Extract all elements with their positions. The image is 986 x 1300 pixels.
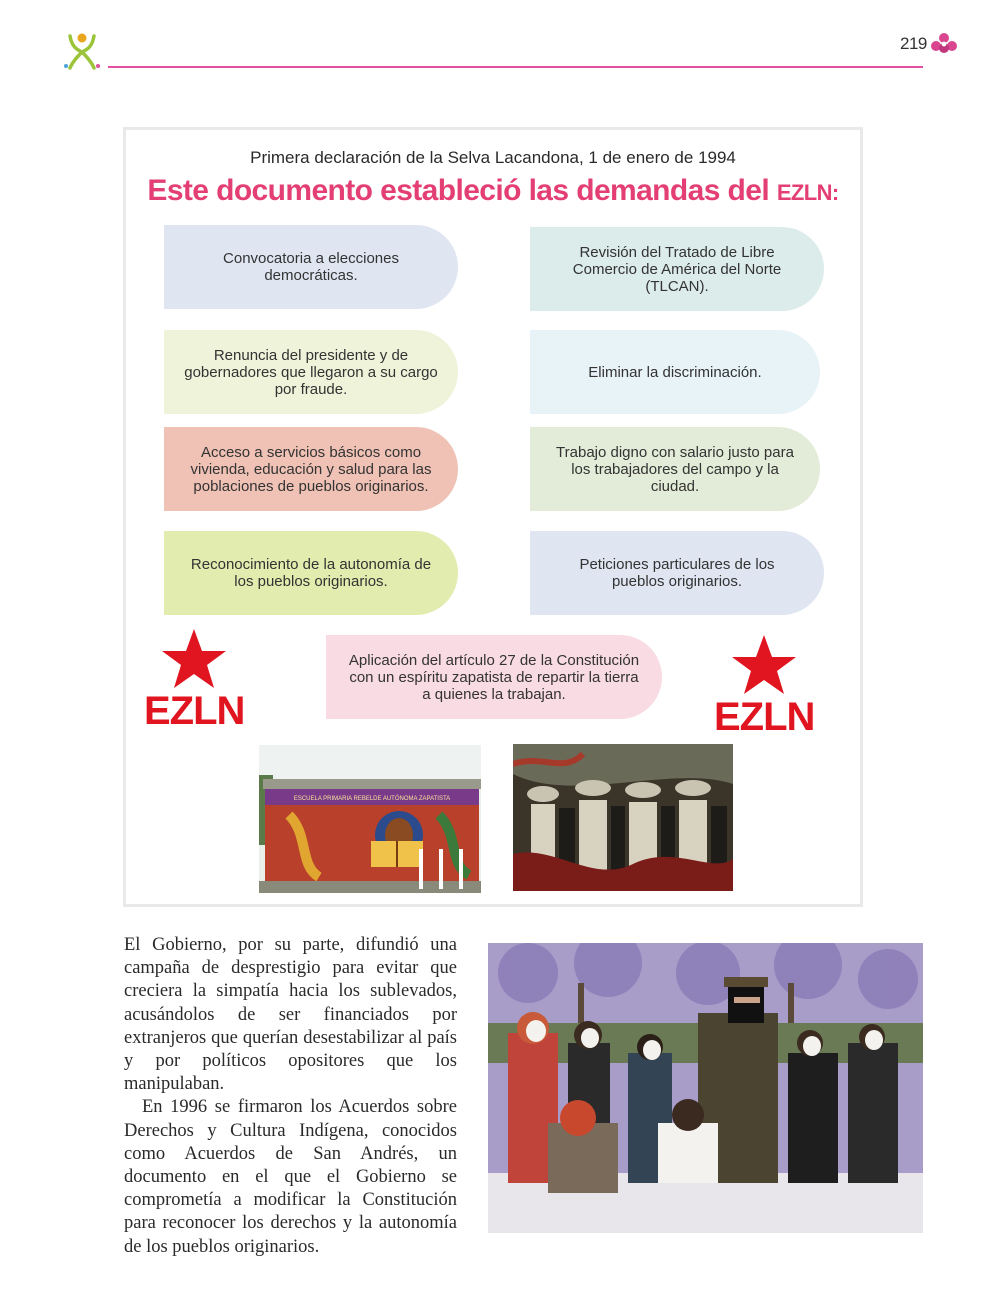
demand-pill [530,330,820,414]
demand-pill [326,635,662,719]
revolution-mural-photo [513,744,733,891]
demand-pill [530,427,820,511]
page-number: 219 [900,34,927,53]
ezln-logo-text: EZLN [714,695,815,739]
ezln-logo-right [714,633,814,737]
demand-text: Convocatoria a elecciones democráticas. [223,250,399,284]
mural-school-photo [259,745,481,893]
demand-pill [164,427,458,511]
panel-title [126,174,860,208]
demand-text: Trabajo digno con salario justo para los trabajadores del campo y la ciudad. [556,443,794,495]
demand-pill [530,227,824,311]
demand-pill [164,531,458,615]
ezln-logo-left [144,627,244,731]
demand-pill [164,330,458,414]
mural-sign-text: ESCUELA PRIMARIA REBELDE AUTÓNOMA ZAPATISTA [293,796,451,802]
demand-text: Revisión del Tratado de Libre Comercio de América del Norte (TLCAN). [572,243,782,295]
header-rule [108,66,923,68]
paragraph-government-campaign: El Gobierno, por su parte, difundió una campaña de desprestigio para evitar que creciera la simpatía hacia los sublevados, acusándolos de ser financiados por extranjeros que querían desestabilizar al país y por políticos opositores que los manipulaban. [124,935,457,1095]
ezln-logo-text: EZLN [144,689,245,733]
red-star-icon [729,633,799,697]
panel-subtitle: Primera declaración de la Selva Lacandona, 1 de enero de 1994 [250,148,736,167]
paragraph-san-andres: En 1996 se firmaron los Acuerdos sobre Derechos y Cultura Indígena, conocidos como Acuerdos de San Andrés, un documento en el que el Gobierno se comprometía a modificar la Constitución para reconocer los derechos y la autonomía de los pueblos originarios. [124,1097,457,1257]
demand-text: Eliminar la discriminación. [588,363,762,381]
demand-text: Aplicación del artículo 27 de la Constitución con un espíritu zapatista de repartir la tierra a quienes la trabajan. [348,651,640,703]
body-text [124,934,457,1259]
red-star-icon [159,627,229,691]
flower-icon [930,32,958,56]
demands-panel [123,127,863,907]
panel-title-acronym: EZLN: [776,180,839,205]
demand-text: Reconocimiento de la autonomía de los pueblos originarios. [190,556,432,590]
demand-text: Peticiones particulares de los pueblos originarios. [579,556,775,590]
program-logo-icon [62,30,102,72]
demand-text: Renuncia del presidente y de gobernadores que llegaron a su cargo por fraude. [184,346,438,398]
panel-title-text: Este documento estableció las demandas del [147,174,777,207]
demand-text: Acceso a servicios básicos como vivienda, educación y salud para las poblaciones de pueblos originarios. [190,443,432,495]
demand-pill [164,225,458,309]
zapatista-meeting-photo [488,943,923,1233]
demand-pill [530,531,824,615]
